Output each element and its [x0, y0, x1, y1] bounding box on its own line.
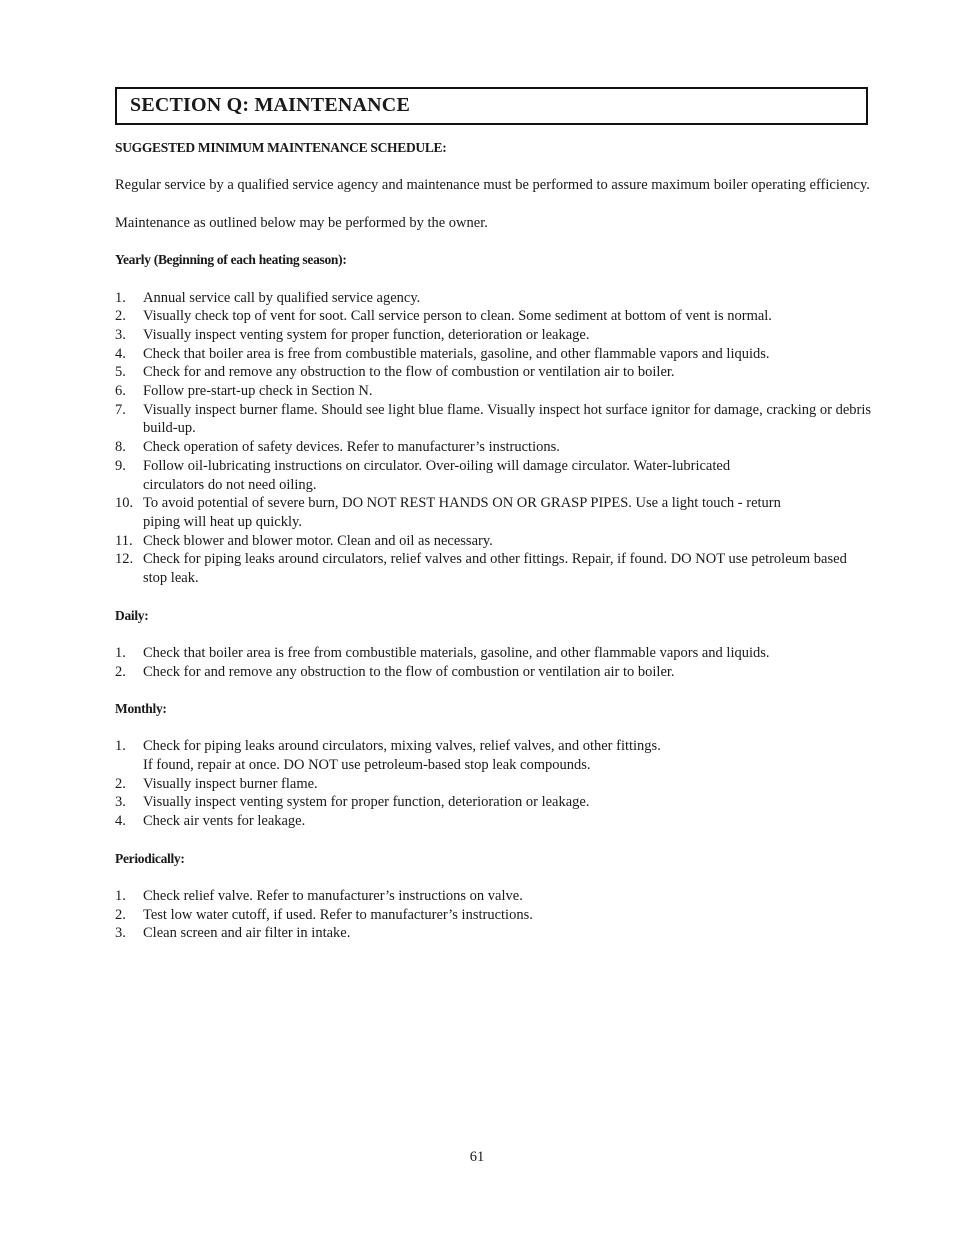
list-item: 7. Visually inspect burner flame. Should see light blue flame. Visually inspect hot surface ignitor for damage, cracking or debris build-up.: [115, 401, 872, 437]
list-item: 1. Check for piping leaks around circulators, mixing valves, relief valves, and other fittings. If found, repair at once. DO NOT use petroleum-based stop leak compounds.: [115, 738, 661, 774]
list-item: 4. Check that boiler area is free from combustible materials, gasoline, and other flammable vapors and liquids.: [115, 345, 770, 362]
list-item: 10. To avoid potential of severe burn, DO NOT REST HANDS ON OR GRASP PIPES. Use a light touch - return piping will heat up quickly.: [115, 495, 781, 530]
list-item: 4. Check air vents for leakage.: [115, 813, 306, 830]
owner-paragraph: Maintenance as outlined below may be performed by the owner.: [115, 214, 488, 231]
periodically-heading: Periodically:: [115, 850, 185, 866]
daily-heading: Daily:: [115, 607, 149, 623]
list-item: 1. Annual service call by qualified service agency.: [115, 289, 421, 306]
list-item: 3. Clean screen and air filter in intake.: [115, 925, 351, 942]
list-item: 12. Check for piping leaks around circulators, relief valves and other fittings. Repair, if found. DO NOT use petroleum based stop leak.: [115, 551, 847, 587]
periodically-list: [115, 887, 872, 943]
list-item: 1. Check relief valve. Refer to manufacturer’s instructions on valve.: [115, 887, 523, 904]
section-title-box: [115, 87, 868, 125]
list-item: 5. Check for and remove any obstruction to the flow of combustion or ventilation air to boiler.: [115, 364, 675, 381]
list-item: 11. Check blower and blower motor. Clean and oil as necessary.: [115, 532, 493, 549]
intro-paragraph: Regular service by a qualified service agency and maintenance must be performed to assure maximum boiler operating efficiency.: [115, 177, 870, 194]
maintenance-content: [115, 139, 872, 943]
schedule-heading: SUGGESTED MINIMUM MAINTENANCE SCHEDULE:: [115, 140, 447, 155]
daily-list: [115, 644, 872, 681]
list-item: 3. Visually inspect venting system for proper function, deterioration or leakage.: [115, 794, 590, 811]
list-item: 8. Check operation of safety devices. Refer to manufacturer’s instructions.: [115, 439, 560, 456]
monthly-heading: Monthly:: [115, 700, 167, 716]
list-item: 2. Visually check top of vent for soot. Call service person to clean. Some sediment at bottom of vent is normal.: [115, 308, 772, 325]
page-number: 61: [469, 1149, 485, 1165]
list-item: 1. Check that boiler area is free from combustible materials, gasoline, and other flammable vapors and liquids.: [115, 644, 770, 661]
list-item: 9. Follow oil-lubricating instructions on circulator. Over-oiling will damage circulator. Water-lubricated circulators do not need oiling.: [115, 457, 731, 493]
list-item: 2. Check for and remove any obstruction to the flow of combustion or ventilation air to boiler.: [115, 663, 675, 680]
list-item: 2. Test low water cutoff, if used. Refer to manufacturer’s instructions.: [115, 906, 533, 923]
yearly-list: [115, 289, 872, 588]
list-item: 3. Visually inspect venting system for proper function, deterioration or leakage.: [115, 326, 590, 343]
section-title: SECTION Q: MAINTENANCE: [130, 94, 410, 116]
list-item: 2. Visually inspect burner flame.: [115, 775, 318, 792]
list-item: 6. Follow pre-start-up check in Section N.: [115, 383, 373, 400]
monthly-list: [115, 737, 872, 831]
yearly-heading: Yearly (Beginning of each heating season):: [115, 252, 347, 268]
